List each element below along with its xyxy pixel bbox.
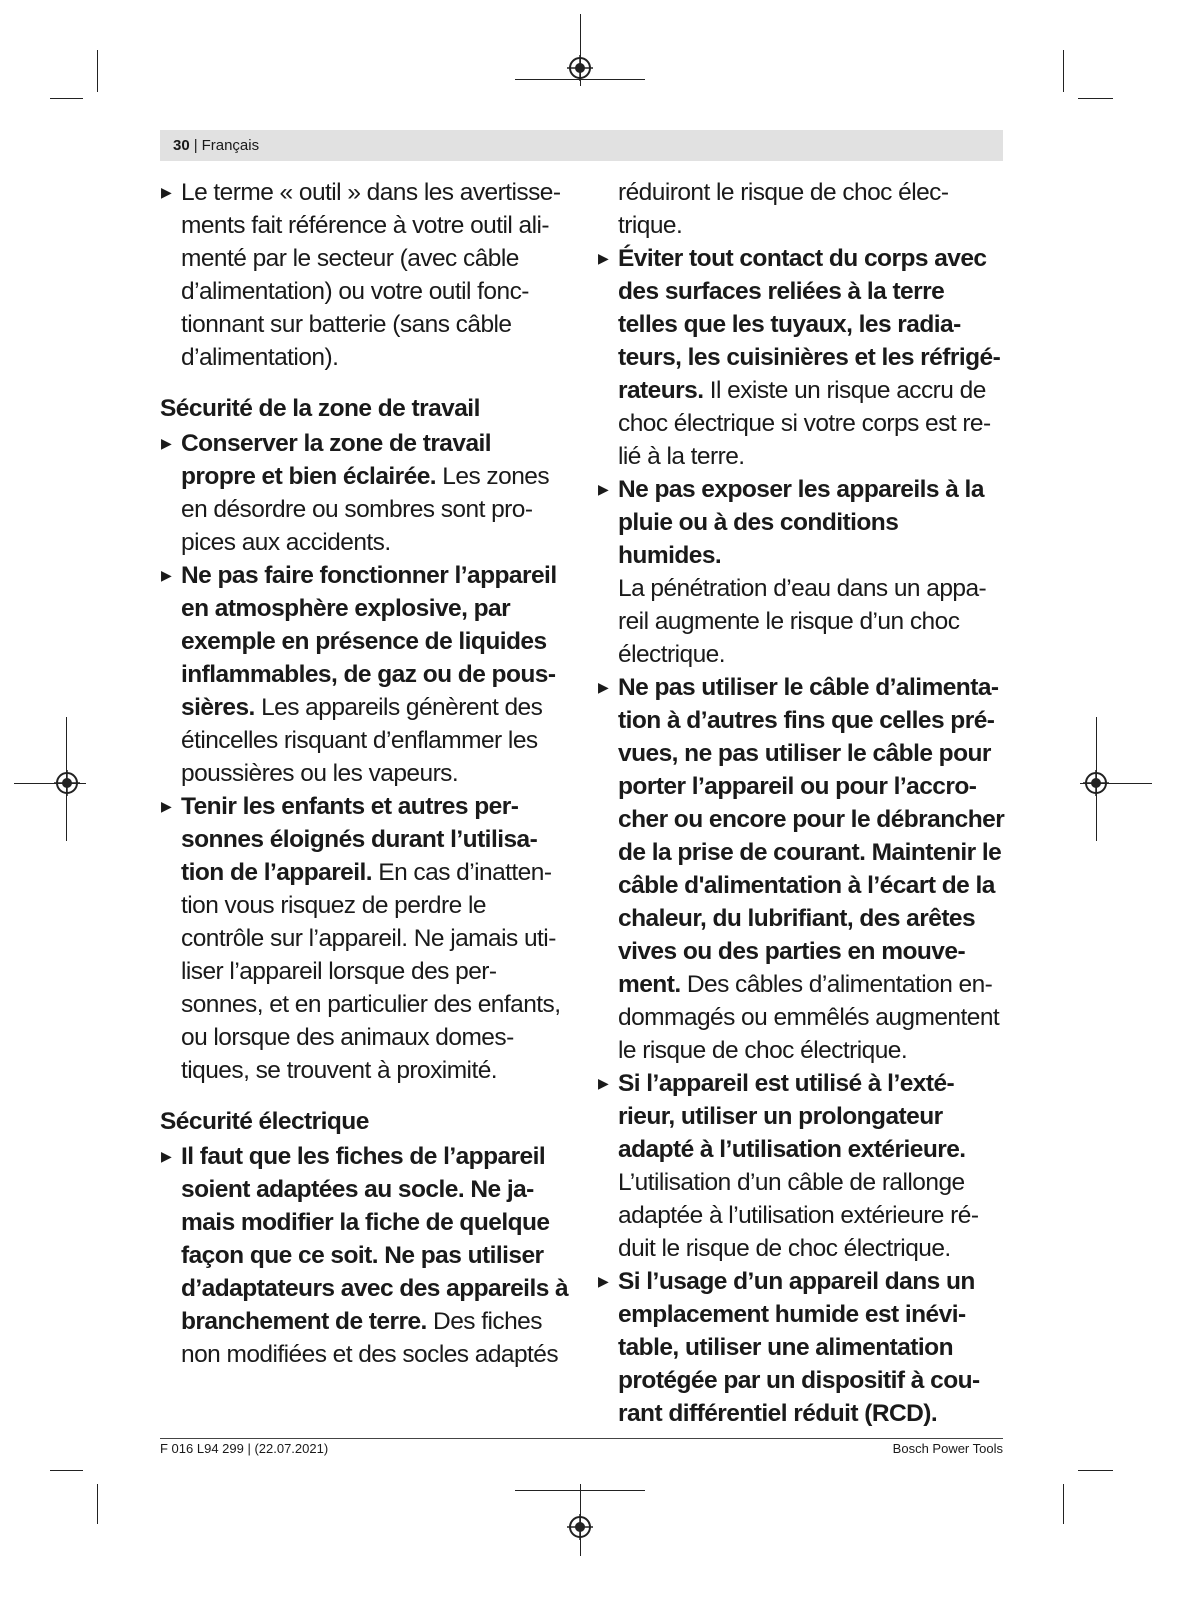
registration-mark-icon (54, 770, 80, 796)
crop-mark (515, 1490, 645, 1491)
safety-explanation: Le terme « outil » dans les avertisse- ments fait référence à votre outil ali- menté par le secteur (avec câble d’alimentation) ou votre outil fonc- tionnant sur batterie (sans câble d’alimentation). (181, 179, 561, 371)
safety-explanation: Il existe un risque accru de choc électrique si votre corps est re- lié à la terre. (618, 377, 991, 470)
safety-instruction: Ne pas utiliser le câble d’alimenta- tion à d’autres fins que celles pré- vues, ne pas utiliser le câble pour porter l’appareil ou pour l’accro- cher ou encore pour le débrancher de la prise de courant. Maintenir le câble d'alimentation à l’écart de la chaleur, du lubrifiant, des arêtes vives ou des parties en mouve- ment. (618, 674, 1005, 998)
safety-explanation: En cas d’inatten- tion vous risquez de perdre le contrôle sur l’appareil. Ne jamais uti- liser l’appareil lorsque des per- sonnes, et en particulier des enfants, ou lorsque des animaux domes- tiques, se trouvent à proximité. (181, 859, 561, 1084)
bullet-arrow-icon: ▶ (598, 679, 609, 695)
header-separator: | (193, 137, 198, 154)
bullet-arrow-icon: ▶ (161, 184, 172, 200)
safety-instruction: Si l’usage d’un appareil dans un emplacement humide est inévi- table, utiliser une alimentation protégée par un dispositif à cou- rant différentiel réduit (RCD). (618, 1268, 980, 1427)
registration-mark-icon (1083, 770, 1109, 796)
continued-paragraph: réduiront le risque de choc élec- trique. (618, 179, 949, 239)
bullet-arrow-icon: ▶ (161, 567, 172, 583)
crop-mark (50, 1470, 83, 1471)
bullet-arrow-icon: ▶ (161, 1148, 172, 1164)
crop-mark (1063, 1484, 1064, 1524)
safety-instruction: Ne pas faire fonctionner l’appareil en atmosphère explosive, par exemple en présence de liquides inflammables, de gaz ou de pous- sières. (181, 562, 557, 721)
right-column (597, 176, 1007, 1430)
safety-item (597, 1067, 1007, 1265)
safety-instruction: Tenir les enfants et autres per- sonnes éloignés durant l’utilisa- tion de l’appareil. (181, 793, 538, 886)
crop-mark (97, 50, 98, 92)
safety-instruction: Si l’appareil est utilisé à l’exté- rieur, utiliser un prolongateur adapté à l’utilisation extérieure. (618, 1070, 966, 1163)
bullet-arrow-icon: ▶ (598, 250, 609, 266)
bullet-arrow-icon: ▶ (161, 435, 172, 451)
header-language: Français (201, 137, 260, 154)
left-column (160, 176, 570, 1371)
safety-item (597, 671, 1007, 1067)
bullet-arrow-icon: ▶ (598, 1075, 609, 1091)
footer-brand: Bosch Power Tools (892, 1441, 1003, 1456)
bullet-arrow-icon: ▶ (598, 481, 609, 497)
safety-instruction: Ne pas exposer les appareils à la pluie ou à des conditions humides. (618, 476, 984, 569)
safety-instruction: Conserver la zone de travail propre et bien éclairée. (181, 430, 492, 490)
safety-explanation: Des câbles d’alimentation en- dommagés ou emmêlés augmentent le risque de choc électrique. (618, 971, 1000, 1064)
crop-mark (50, 98, 83, 99)
safety-explanation: Des fiches non modifiées et des socles adaptés (181, 1308, 559, 1368)
safety-explanation: L’utilisation d’un câble de rallonge adaptée à l’utilisation extérieure ré- duit le risque de choc électrique. (618, 1169, 979, 1262)
safety-item (160, 1140, 570, 1371)
safety-explanation: Les zones en désordre ou sombres sont pro- pices aux accidents. (181, 463, 550, 556)
crop-mark (1063, 50, 1064, 92)
crop-mark (1078, 1470, 1113, 1471)
page-number: 30 (173, 137, 190, 154)
crop-mark (97, 1484, 98, 1524)
bullet-arrow-icon: ▶ (598, 1273, 609, 1289)
safety-item (597, 242, 1007, 473)
safety-instruction: Il faut que les fiches de l’appareil soient adaptées au socle. Ne ja- mais modifier la fiche de quelque façon que ce soit. Ne pas utiliser d’adaptateurs avec des appareils à branchement de terre. (181, 1143, 569, 1335)
safety-item (160, 559, 570, 790)
safety-instruction: Éviter tout contact du corps avec des surfaces reliées à la terre telles que les tuyaux, les radia- teurs, les cuisinières et les réfrigé- rateurs. (618, 245, 1001, 404)
safety-item (160, 176, 570, 374)
safety-item (160, 790, 570, 1087)
registration-mark-icon (567, 1514, 593, 1540)
bullet-arrow-icon: ▶ (161, 798, 172, 814)
crop-mark (1078, 98, 1113, 99)
registration-mark-icon (567, 55, 593, 81)
section-heading: Sécurité électrique (160, 1108, 369, 1135)
safety-item (597, 473, 1007, 671)
safety-explanation: Les appareils génèrent des étincelles risquant d’enflammer les poussières ou les vapeurs. (181, 694, 543, 787)
page-header (160, 130, 1003, 161)
footer-document-id: F 016 L94 299 | (22.07.2021) (160, 1441, 329, 1456)
safety-item (597, 1265, 1007, 1430)
section-heading: Sécurité de la zone de travail (160, 395, 480, 422)
safety-item (160, 427, 570, 559)
footer-rule (160, 1438, 1003, 1439)
safety-explanation: La pénétration d’eau dans un appa- reil augmente le risque d’un choc électrique. (618, 575, 987, 668)
